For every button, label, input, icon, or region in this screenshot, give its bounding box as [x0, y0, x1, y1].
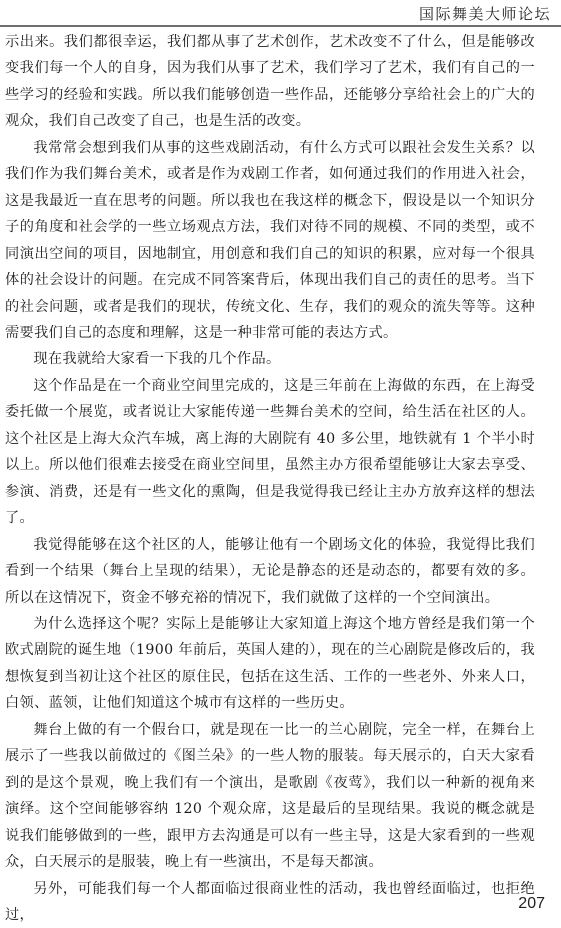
paragraph: 现在我就给大家看一下我的几个作品。 — [5, 346, 535, 372]
paragraph: 我觉得能够在这个社区的人，能够让他有一个剧场文化的体验，我觉得比我们看到一个结果（舞台上呈现的结果），无论是静态的还是动态的，都要有效的多。所以在这情况下，资金不够充裕的情况下，我们就做了这样的一个空间演出。 — [5, 532, 535, 611]
running-header — [0, 0, 561, 26]
header-title: 国际舞美大师论坛 — [419, 3, 551, 24]
page-number: 207 — [518, 895, 545, 913]
header-rule — [0, 25, 561, 27]
body-text — [5, 29, 535, 928]
paragraph: 示出来。我们都很幸运，我们都从事了艺术创作，艺术改变不了什么，但是能够改变我们每一个人的自身，因为我们从事了艺术，我们学习了艺术，我们有自己的一些学习的经验和实践。所以我们能够创造一些作品，还能够分享给社会上的广大的观众，我们自己改变了自己，也是生活的改变。 — [5, 29, 535, 135]
paragraph: 我常常会想到我们从事的这些戏剧活动，有什么方式可以跟社会发生关系？以我们作为我们舞台美术，或者是作为戏剧工作者，如何通过我们的作用进入社会，这是我最近一直在思考的问题。所以我也在我这样的概念下，假设是以一个知识分子的角度和社会学的一些立场观点方法，我们对待不同的规模、不同的类型，或不同演出空间的项目，因地制宜，用创意和我们自己的知识的积累，应对每一个很具体的社会设计的问题。在完成不同答案背后，体现出我们自己的责任的思考。当下的社会问题，或者是我们的现状，传统文化、生存，我们的观众的流失等等。这种需要我们自己的态度和理解，这是一种非常可能的表达方式。 — [5, 135, 535, 347]
paragraph: 为什么选择这个呢？实际上是能够让大家知道上海这个地方曾经是我们第一个欧式剧院的诞生地（1900 年前后，英国人建的），现在的兰心剧院是修改后的，我想恢复到当初让这个社区的原住民，包括在这生活、工作的一些老外、外来人口，白领、蓝领，让他们知道这个城市有这样的一些历史。 — [5, 611, 535, 717]
paragraph: 这个作品是在一个商业空间里完成的，这是三年前在上海做的东西，在上海受委托做一个展览，或者说让大家能传递一些舞台美术的空间，给生活在社区的人。这个社区是上海大众汽车城，离上海的大剧院有 40 多公里，地铁就有 1 个半小时以上。所以他们很难去接受在商业空间里，虽然主办方很希望能够让大家去享受、参演、消费，还是有一些文化的熏陶，但是我觉得我已经让主办方放弃这样的想法了。 — [5, 373, 535, 532]
paragraph: 舞台上做的有一个假台口，就是现在一比一的兰心剧院，完全一样，在舞台上展示了一些我以前做过的《图兰朵》的一些人物的服装。每天展示的，白天大家看到的是这个景观，晚上我们有一个演出，是歌剧《夜莺》，我们以一种新的视角来演绎。这个空间能够容纳 120 个观众席，这是最后的呈现结果。我说的概念就是说我们能够做到的一些，跟甲方去沟通是可以有一些主导，这是大家看到的一些观众，白天展示的是服装，晚上有一些演出，不是每天都演。 — [5, 717, 535, 876]
paragraph: 另外，可能我们每一个人都面临过很商业性的活动，我也曾经面临过，也拒绝过， — [5, 876, 535, 928]
